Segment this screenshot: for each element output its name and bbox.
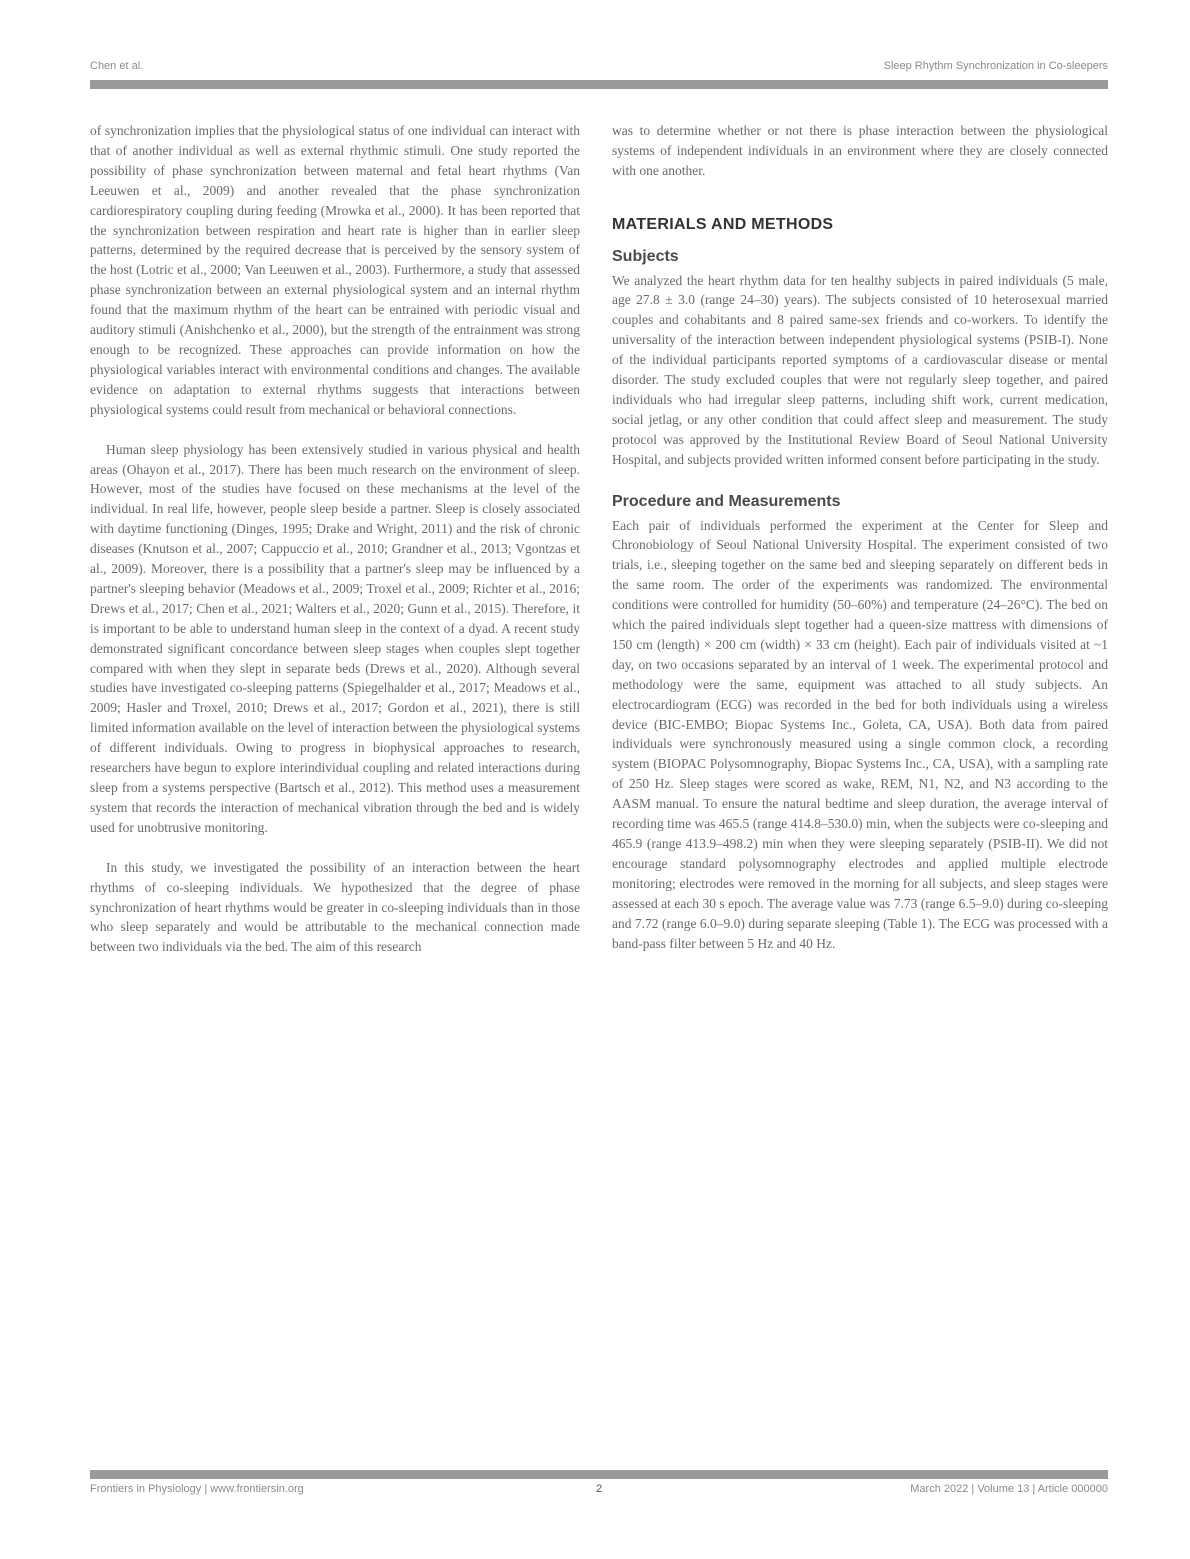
page-number: 2 <box>595 1483 603 1495</box>
running-header <box>90 60 1108 78</box>
subsection-heading-subjects: Subjects <box>612 247 679 265</box>
footer-rule <box>90 1470 1108 1479</box>
header-rule <box>90 80 1108 89</box>
footer-journal[interactable]: Frontiers in Physiology | www.frontiersin.org <box>90 1483 304 1495</box>
running-footer <box>90 1483 1108 1501</box>
right-column <box>612 121 1108 1457</box>
body-paragraph: Human sleep physiology has been extensively studied in various physical and health areas (Ohayon et al., 2017). There has been much research on the environment of sleep. However, most of the studies have focused on these mechanisms at the level of the individual. In real life, however, people sleep beside a partner. Sleep is closely associated with daytime functioning (Dinges, 1995; Drake and Wright, 2011) and the risk of chronic diseases (Knutson et al., 2007; Cappuccio et al., 2010; Grandner et al., 2013; Vgontzas et al., 2009). Moreover, there is a possibility that a partner's sleep may be influenced by a partner's sleeping behavior (Meadows et al., 2009; Troxel et al., 2009; Richter et al., 2016; Drews et al., 2017; Chen et al., 2021; Walters et al., 2020; Gunn et al., 2015). Therefore, it is important to be able to understand human sleep in the context of a dyad. A recent study demonstrated significant concordance between sleep stages when couples slept together compared with when they slept in separate beds (Drews et al., 2020). Although several studies have investigated co-sleeping patterns (Spiegelhalder et al., 2017; Meadows et al., 2009; Hasler and Troxel, 2010; Drews et al., 2017; Gordon et al., 2021), there is still limited information available on the level of interaction between the physiological systems of different individuals. Owing to progress in biophysical approaches to research, researchers have begun to explore interindividual coupling and related interactions during sleep from a systems perspective (Bartsch et al., 2012). This method uses a measurement system that records the interaction of mechanical vibration through the bed and is widely used for unobtrusive monitoring. <box>90 441 580 835</box>
header-authors: Chen et al. <box>90 60 144 72</box>
left-column <box>90 121 580 1457</box>
body-paragraph: Each pair of individuals performed the experiment at the Center for Sleep and Chronobiology of Seoul National University Hospital. The experiment consisted of two trials, i.e., sleeping together on the same bed and sleeping separately on different beds in the same room. The order of the experiments was randomized. The environmental conditions were controlled for humidity (50–60%) and temperature (24–26°C). The bed on which the paired individuals slept together had a queen-size mattress with dimensions of 150 cm (length) × 200 cm (width) × 33 cm (height). Each pair of individuals visited at ~1 day, on two occasions separated by an interval of 1 week. The experimental protocol and methodology were the same, equipment was attached to all study subjects. An electrocardiogram (ECG) was recorded in the bed for both individuals using a wireless device (BIC-EMBO; Biopac Systems Inc., Goleta, CA, USA). Both data from paired individuals were synchronously measured using a single common clock, a recording system (BIOPAC Polysomnography, Biopac Systems Inc., CA, USA), with a sampling rate of 250 Hz. Sleep stages were scored as wake, REM, N1, N2, and N3 according to the AASM manual. To ensure the natural bedtime and sleep duration, the average interval of recording time was 465.5 (range 414.8–530.0) min, when the subjects were co-sleeping and 465.9 (range 413.9–498.2) min when they were sleeping separately (PSIB-II). We did not encourage standard polysomnography electrodes and applied multiple electrode monitoring; electrodes were removed in the morning for all subjects, and sleep stages were assessed at each 30 s epoch. The average value was 7.73 (range 6.5–9.0) during co-sleeping and 7.72 (range 6.0–9.0) during separate sleeping (Table 1). The ECG was processed with a band-pass filter between 5 Hz and 40 Hz. <box>612 517 1108 951</box>
header-short-title: Sleep Rhythm Synchronization in Co-sleepers <box>883 60 1108 72</box>
footer-issue: March 2022 | Volume 13 | Article 000000 <box>910 1483 1108 1495</box>
body-paragraph: We analyzed the heart rhythm data for ten healthy subjects in paired individuals (5 male, age 27.8 ± 3.0 (range 24–30) years). The subjects consisted of 10 heterosexual married couples and cohabitants and 8 paired same-sex friends and co-workers. To identify the universality of the interaction between independent physiological systems (PSIB-I). None of the individual participants reported symptoms of a cardiovascular disease or mental disorder. The study excluded couples that were not regularly sleep together, and paired individuals who had irregular sleep patterns, including shift work, current medication, social jetlag, or any other condition that could affect sleep and measurement. The study protocol was approved by the Institutional Review Board of Seoul National University Hospital, and subjects provided written informed consent before participating in the study. <box>612 272 1108 467</box>
body-paragraph: of synchronization implies that the physiological status of one individual can interact with that of another individual as well as external rhythmic stimuli. One study reported the possibility of phase synchronization between maternal and fetal heart rhythms (Van Leeuwen et al., 2009) and another revealed that the phase synchronization cardiorespiratory coupling during feeding (Mrowka et al., 2000). It has been reported that the synchronization between respiration and heart rate is higher than in earlier sleep patterns, determined by the required decrease that is perceived by the sensory system of the host (Lotric et al., 2000; Van Leeuwen et al., 2003). Furthermore, a study that assessed phase synchronization between an external physiological system and an internal rhythm found that the maximum rhythm of the heart can be entrained with periodic visual and auditory stimuli (Anishchenko et al., 2000), but the strength of the entrainment was strong enough to be recognized. These approaches can provide information on how the physiological variables interact with environmental conditions and changes. The available evidence on adaptation to external rhythms suggests that interactions between physiological systems could result from mechanical or behavioral connections. <box>90 123 580 417</box>
body-paragraph: In this study, we investigated the possibility of an interaction between the heart rhythms of co-sleeping individuals. We hypothesized that the degree of phase synchronization of heart rhythms would be greater in co-sleeping individuals than in those who sleep separately and would be attributable to the mechanical connection made between two individuals via the bed. The aim of this research <box>90 859 580 955</box>
body-paragraph: was to determine whether or not there is phase interaction between the physiological systems of independent individuals in an environment where they are closely connected with one another. <box>612 123 1108 178</box>
subsection-heading-procedure: Procedure and Measurements <box>612 492 841 510</box>
section-heading: MATERIALS AND METHODS <box>612 215 834 233</box>
